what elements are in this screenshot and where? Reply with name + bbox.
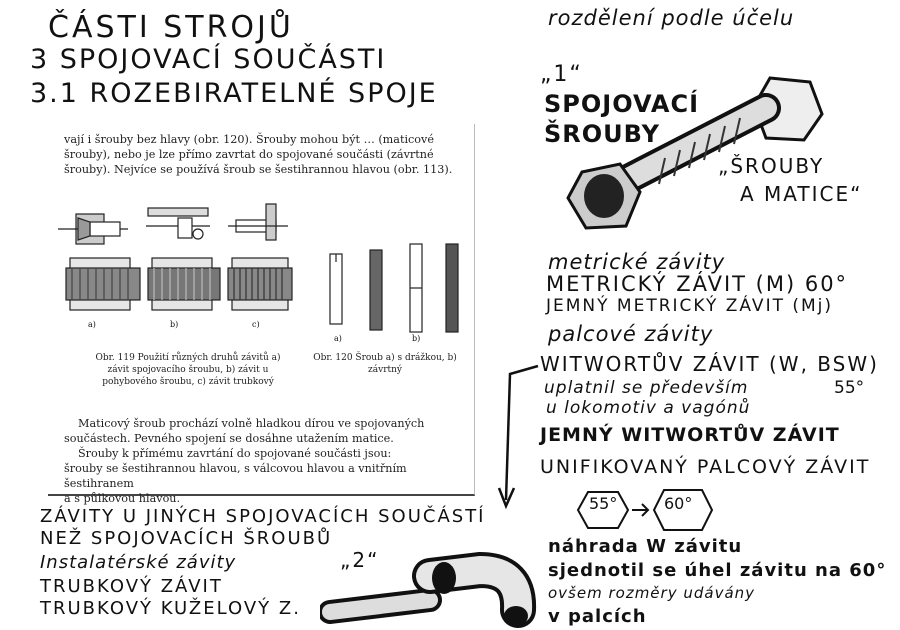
figure-120-caption: Obr. 120 Šroub a) s drážkou, b) závrtný: [313, 353, 457, 375]
threaded-hole-drawing: [66, 258, 140, 310]
replacement-note-1: náhrada W závitu: [548, 536, 743, 557]
fig119-label-a: a): [88, 320, 96, 329]
metric-thread-item: METRICKÝ ZÁVIT (M) 60°: [546, 272, 849, 296]
figure-119-caption: Obr. 119 Použití různých druhů závitů a) závit spojovacího šroubu, b) závit u pohybového šroubu, c) závit trubkový: [95, 353, 281, 387]
slotted-screw-drawing: [330, 254, 342, 324]
other-threads-heading-2: NEŽ SPOJOVACÍCH ŠROUBŮ: [40, 528, 333, 549]
clipping-paragraph: a s půlkovou hlavou.: [64, 492, 181, 505]
slotted-screw-threaded-drawing: [370, 250, 382, 330]
fig119-label-b: b): [170, 320, 179, 329]
angle-60-label: 60°: [664, 494, 693, 513]
pipe-thread-item: TRUBKOVÝ ZÁVIT: [40, 576, 223, 597]
whitworth-angle: 55°: [834, 378, 865, 398]
metric-threads-heading: metrické závity: [548, 250, 726, 274]
pipe-sketch-icon: [320, 540, 540, 630]
inch-threads-heading: palcové závity: [548, 322, 714, 346]
fine-whitworth-thread-item: JEMNÝ WITWORTŮV ZÁVIT: [540, 424, 840, 446]
classification-heading: rozdělení podle účelu: [548, 6, 795, 30]
other-threads-heading-1: ZÁVITY U JINÝCH SPOJOVACÍCH SOUČÁSTÍ: [40, 506, 486, 527]
fig119-label-c: c): [252, 320, 260, 329]
connecting-screws-label-2: ŠROUBY: [544, 120, 661, 148]
chapter-title: 3 SPOJOVACÍ SOUČÁSTI: [30, 44, 387, 75]
connecting-screws-label-1: SPOJOVACÍ: [544, 90, 700, 118]
lead-screw-drawing: [146, 208, 210, 239]
bolts-and-nuts-label-1: „ŠROUBY: [718, 154, 825, 178]
stud-screw-threaded-drawing: [446, 244, 458, 332]
group-1-label: „1“: [540, 62, 583, 87]
thread-figures: [48, 196, 474, 426]
fig120-label-a: a): [334, 334, 342, 343]
pipe-fitting-drawing: [228, 204, 288, 240]
whitworth-note-1: uplatnil se především: [544, 378, 749, 398]
arrow-icon: [490, 360, 550, 510]
clipping-paragraph: šrouby se šestihrannou hlavou, s válcovou hlavou a vnitřním šestihranem: [64, 462, 407, 490]
tapered-pipe-thread-item: TRUBKOVÝ KUŽELOVÝ Z.: [40, 598, 301, 619]
plumbing-threads-label: Instalatérské závity: [40, 552, 237, 573]
pipe-thread-drawing: [228, 258, 292, 310]
whitworth-note-2: u lokomotiv a vagónů: [546, 398, 751, 418]
replacement-note-4: v palcích: [548, 606, 647, 627]
clipping-paragraph: Maticový šroub prochází volně hladkou dírou ve spojovaných součástech. Pevného spojení se dosáhne utažením matice.: [64, 417, 425, 445]
group-2-label: „2“: [340, 548, 380, 572]
stud-screw-drawing: [410, 244, 422, 332]
clipping-body: [64, 416, 464, 506]
page-title: ČÁSTI STROJŮ: [48, 10, 294, 45]
bolts-and-nuts-label-2: A MATICE“: [740, 182, 863, 206]
book-clipping: [48, 124, 475, 505]
unified-inch-thread-item: UNIFIKOVANÝ PALCOVÝ ZÁVIT: [540, 456, 871, 478]
clipping-intro-text: vají i šrouby bez hlavy (obr. 120). Šrouby mohou být … (maticové šrouby), nebo je lze přímo zavrtat do spojované součásti (závrtné šrouby). Nejvíce se používá šroub se šestihrannou hlavou (obr. 113).: [64, 133, 453, 176]
whitworth-thread-item: WITWORTŮV ZÁVIT (W, BSW): [540, 352, 879, 376]
clipping-paragraph: Šrouby k přímému zavrtání do spojované součásti jsou:: [78, 447, 392, 460]
fine-metric-thread-item: JEMNÝ METRICKÝ ZÁVIT (Mj): [546, 296, 834, 316]
replacement-note-3: ovšem rozměry udávány: [548, 584, 756, 602]
fig120-label-b: b): [412, 334, 421, 343]
replacement-note-2: sjednotil se úhel závitu na 60°: [548, 560, 887, 581]
section-title: 3.1 ROZEBIRATELNÉ SPOJE: [30, 78, 438, 109]
trapezoid-thread-drawing: [148, 258, 220, 310]
angle-55-label: 55°: [589, 494, 618, 513]
bolt-joint-drawing: [58, 214, 128, 244]
